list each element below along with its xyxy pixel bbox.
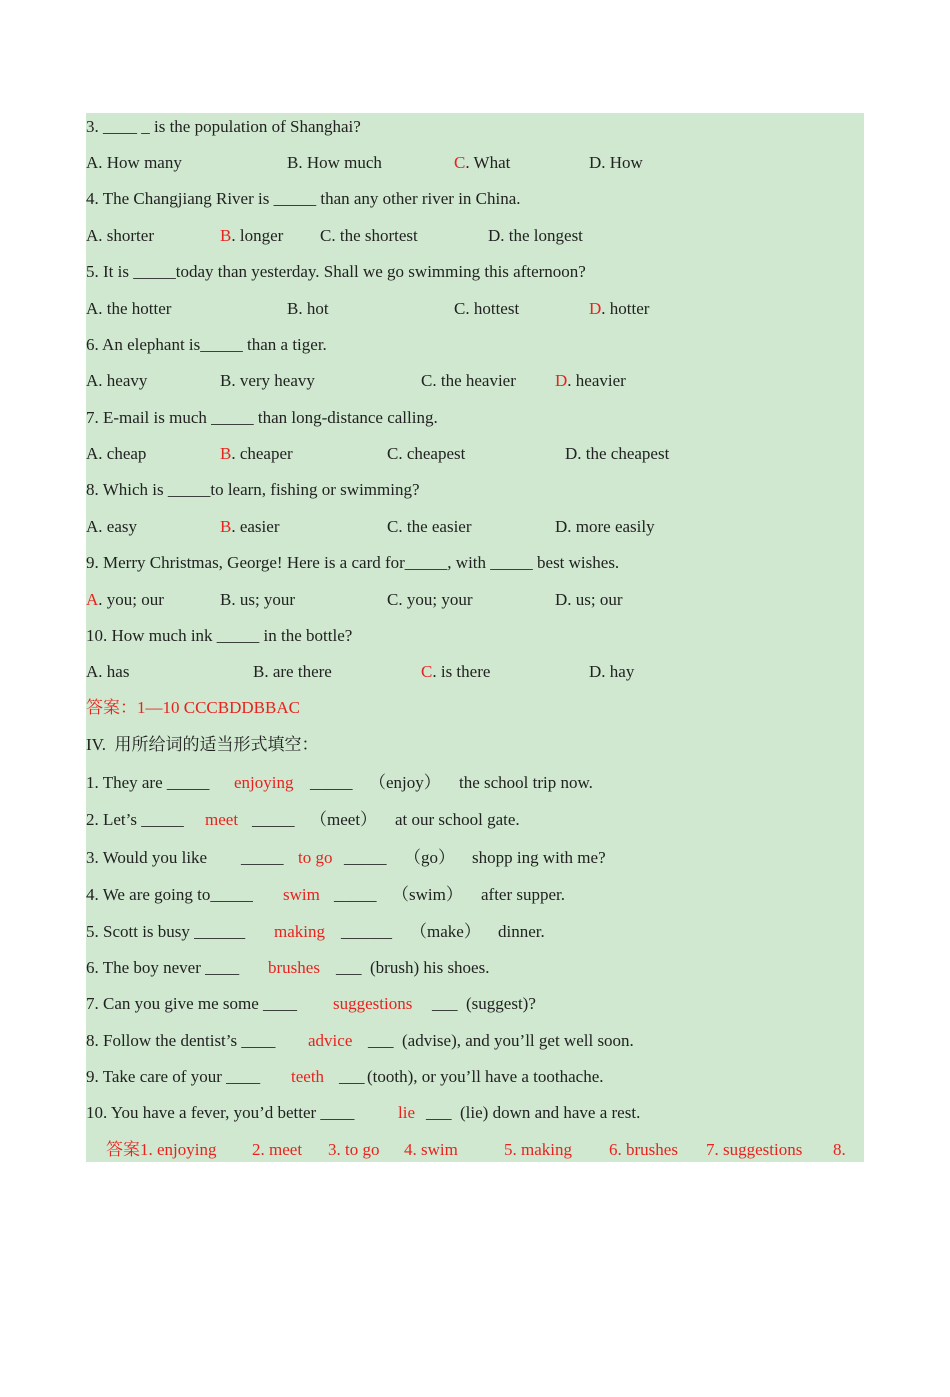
option-a	[86, 296, 171, 322]
blank-line: ___	[432, 994, 458, 1013]
word-hint: （go）	[404, 848, 455, 867]
option-b	[220, 587, 295, 613]
fill-answer-key	[86, 1137, 864, 1163]
option-text: . the longest	[500, 226, 583, 245]
fill-item	[86, 770, 864, 796]
option-text: . the heavier	[432, 371, 516, 390]
option-b	[220, 514, 279, 540]
fill-answer: teeth	[291, 1067, 325, 1086]
option-text: . hottest	[465, 299, 520, 318]
option-a	[86, 587, 164, 613]
question-text: 5. It is _____today than yesterday. Shall we go swimming this afternoon?	[86, 262, 586, 281]
option-letter: A	[86, 444, 99, 463]
fill-tail: the school trip now.	[459, 773, 593, 792]
option-letter: B	[287, 153, 299, 172]
section-heading: IV. 用所给词的适当形式填空：	[86, 735, 319, 754]
options-row	[86, 587, 864, 613]
fill-answer: swim	[283, 885, 320, 904]
option-b	[220, 441, 293, 467]
fill-prompt: 3. Would you like	[86, 848, 208, 867]
option-letter: B	[220, 226, 232, 245]
fill-answer: brushes	[268, 958, 320, 977]
option-text: . heavy	[98, 371, 148, 390]
fill-answer: to go	[298, 848, 333, 867]
option-c	[454, 296, 519, 322]
option-c	[387, 441, 465, 467]
fill-answer-item: 7. suggestions	[706, 1140, 803, 1159]
option-text: . you; your	[398, 590, 473, 609]
question-text: 3. ____ _ is the population of Shanghai?	[86, 117, 361, 136]
option-text: . is there	[432, 662, 491, 681]
options-row	[86, 514, 864, 540]
option-b	[253, 659, 332, 685]
fill-tail: dinner.	[498, 922, 545, 941]
option-letter: B	[287, 299, 299, 318]
question-text: 7. E-mail is much _____ than long-distance calling.	[86, 408, 438, 427]
option-letter: A	[86, 662, 99, 681]
option-letter: C	[387, 590, 399, 609]
fill-prompt: 8. Follow the dentist’s ____	[86, 1031, 276, 1050]
option-text: . very heavy	[231, 371, 315, 390]
fill-answer-item: 3. to go	[328, 1140, 380, 1159]
option-letter: A	[86, 371, 99, 390]
fill-answer-item: 4. swim	[404, 1140, 458, 1159]
option-letter: C	[454, 153, 466, 172]
option-b	[220, 223, 283, 249]
option-d	[555, 514, 655, 540]
options-row	[86, 223, 864, 249]
blank-line: _____	[344, 848, 387, 867]
option-text: . How many	[98, 153, 182, 172]
option-d	[589, 296, 649, 322]
option-text: . more easily	[567, 517, 655, 536]
fill-item	[86, 1100, 864, 1126]
fill-answer: advice	[308, 1031, 353, 1050]
option-letter: B	[220, 590, 232, 609]
blank-line: _____	[252, 810, 295, 829]
fill-item	[86, 991, 864, 1017]
fill-prompt: 7. Can you give me some ____	[86, 994, 298, 1013]
fill-answer: meet	[205, 810, 239, 829]
option-c	[387, 587, 472, 613]
fill-item	[86, 807, 864, 833]
option-letter: D	[555, 590, 568, 609]
blank-line: _____	[334, 885, 377, 904]
fill-prompt: 1. They are _____	[86, 773, 210, 792]
option-letter: A	[86, 226, 99, 245]
fill-answer-prefix: 答案	[106, 1140, 140, 1159]
option-c	[454, 150, 510, 176]
option-letter: D	[589, 662, 602, 681]
option-c	[387, 514, 472, 540]
option-text: . heavier	[567, 371, 626, 390]
fill-answer: making	[274, 922, 325, 941]
option-text: . cheaper	[231, 444, 293, 463]
fill-answer-item: 1. enjoying	[140, 1140, 217, 1159]
option-text: . What	[465, 153, 511, 172]
fill-prompt: 5. Scott is busy ______	[86, 922, 246, 941]
fill-item	[86, 882, 864, 908]
fill-tail: (tooth), or you’ll have a toothache.	[367, 1067, 604, 1086]
option-a	[86, 223, 154, 249]
question-text: 8. Which is _____to learn, fishing or swimming?	[86, 480, 420, 499]
blank-line: ___	[339, 1067, 365, 1086]
option-text: . hot	[298, 299, 329, 318]
word-hint: （swim）	[392, 885, 463, 904]
fill-answer-item: 8.	[833, 1140, 846, 1159]
option-c	[421, 659, 490, 685]
blank-line: ___	[426, 1103, 452, 1122]
option-letter: B	[220, 517, 232, 536]
fill-prompt: 10. You have a fever, you’d better ____	[86, 1103, 355, 1122]
fill-prompt: 2. Let’s _____	[86, 810, 184, 829]
option-text: . are there	[264, 662, 332, 681]
option-letter: B	[220, 444, 232, 463]
option-text: . cheapest	[398, 444, 466, 463]
fill-answer-item: 6. brushes	[609, 1140, 678, 1159]
option-c	[320, 223, 418, 249]
option-letter: A	[86, 299, 99, 318]
option-text: . has	[98, 662, 130, 681]
fill-tail: after supper.	[481, 885, 566, 904]
fill-answer: enjoying	[234, 773, 294, 792]
fill-tail: (brush) his shoes.	[370, 958, 490, 977]
word-hint: （meet）	[310, 810, 378, 829]
option-text: . How	[601, 153, 643, 172]
word-hint: （make）	[410, 922, 481, 941]
option-letter: D	[565, 444, 578, 463]
option-letter: D	[555, 371, 568, 390]
fill-item	[86, 1028, 864, 1054]
option-a	[86, 659, 129, 685]
option-d	[555, 368, 626, 394]
options-row	[86, 368, 864, 394]
option-letter: B	[220, 371, 232, 390]
fill-prompt: 9. Take care of your ____	[86, 1067, 261, 1086]
option-b	[220, 368, 315, 394]
option-b	[287, 296, 329, 322]
fill-tail: shopp ing with me?	[472, 848, 606, 867]
option-text: . the easier	[398, 517, 472, 536]
options-row	[86, 296, 864, 322]
option-text: . us; your	[231, 590, 296, 609]
fill-answer: suggestions	[333, 994, 413, 1013]
option-text: . you; our	[98, 590, 164, 609]
option-letter: D	[488, 226, 501, 245]
mc-answer-key: 答案：1—10 CCCBDDBBAC	[86, 698, 300, 717]
question-text: 9. Merry Christmas, George! Here is a card for_____, with _____ best wishes.	[86, 553, 620, 572]
blank-line: ______	[341, 922, 392, 941]
option-b	[287, 150, 382, 176]
options-row	[86, 441, 864, 467]
option-text: . easier	[231, 517, 280, 536]
option-d	[488, 223, 583, 249]
option-letter: C	[421, 371, 433, 390]
fill-tail: (lie) down and have a rest.	[460, 1103, 641, 1122]
option-a	[86, 514, 137, 540]
option-text: . the hotter	[98, 299, 172, 318]
option-letter: C	[387, 444, 399, 463]
option-a	[86, 150, 182, 176]
option-d	[589, 150, 643, 176]
blank-line: ___	[336, 958, 362, 977]
option-a	[86, 441, 146, 467]
option-letter: A	[86, 517, 99, 536]
option-a	[86, 368, 147, 394]
fill-answer: lie	[398, 1103, 415, 1122]
option-text: . cheap	[98, 444, 147, 463]
option-text: . How much	[298, 153, 382, 172]
fill-prompt: 4. We are going to_____	[86, 885, 253, 904]
option-text: . the shortest	[331, 226, 418, 245]
fill-prompt: 6. The boy never ____	[86, 958, 240, 977]
question-text: 6. An elephant is_____ than a tiger.	[86, 335, 327, 354]
fill-item	[86, 1064, 864, 1090]
fill-tail: (suggest)?	[466, 994, 536, 1013]
option-text: . hotter	[601, 299, 650, 318]
option-letter: C	[320, 226, 332, 245]
option-text: . us; our	[567, 590, 623, 609]
option-letter: B	[253, 662, 265, 681]
blank-line: _____	[310, 773, 353, 792]
option-letter: D	[555, 517, 568, 536]
option-letter: D	[589, 153, 602, 172]
fill-item	[86, 919, 864, 945]
question-text: 4. The Changjiang River is _____ than any other river in China.	[86, 189, 521, 208]
option-text: . the cheapest	[577, 444, 670, 463]
option-d	[565, 441, 669, 467]
option-letter: D	[589, 299, 602, 318]
fill-tail: (advise), and you’ll get well soon.	[402, 1031, 634, 1050]
option-text: . longer	[231, 226, 284, 245]
option-text: . shorter	[98, 226, 154, 245]
options-row	[86, 150, 864, 176]
fill-item	[86, 845, 864, 871]
fill-tail: at our school gate.	[395, 810, 520, 829]
option-text: . easy	[98, 517, 137, 536]
question-text: 10. How much ink _____ in the bottle?	[86, 626, 353, 645]
blank-line: _____	[241, 848, 284, 867]
fill-answer-item: 2. meet	[252, 1140, 303, 1159]
word-hint: （enjoy）	[369, 773, 441, 792]
option-letter: A	[86, 590, 99, 609]
option-letter: C	[421, 662, 433, 681]
option-letter: C	[454, 299, 466, 318]
fill-item	[86, 955, 864, 981]
blank-line: ___	[368, 1031, 394, 1050]
option-letter: A	[86, 153, 99, 172]
option-d	[555, 587, 623, 613]
option-c	[421, 368, 516, 394]
option-d	[589, 659, 634, 685]
fill-answer-item: 5. making	[504, 1140, 572, 1159]
option-letter: C	[387, 517, 399, 536]
option-text: . hay	[601, 662, 635, 681]
options-row	[86, 659, 864, 685]
